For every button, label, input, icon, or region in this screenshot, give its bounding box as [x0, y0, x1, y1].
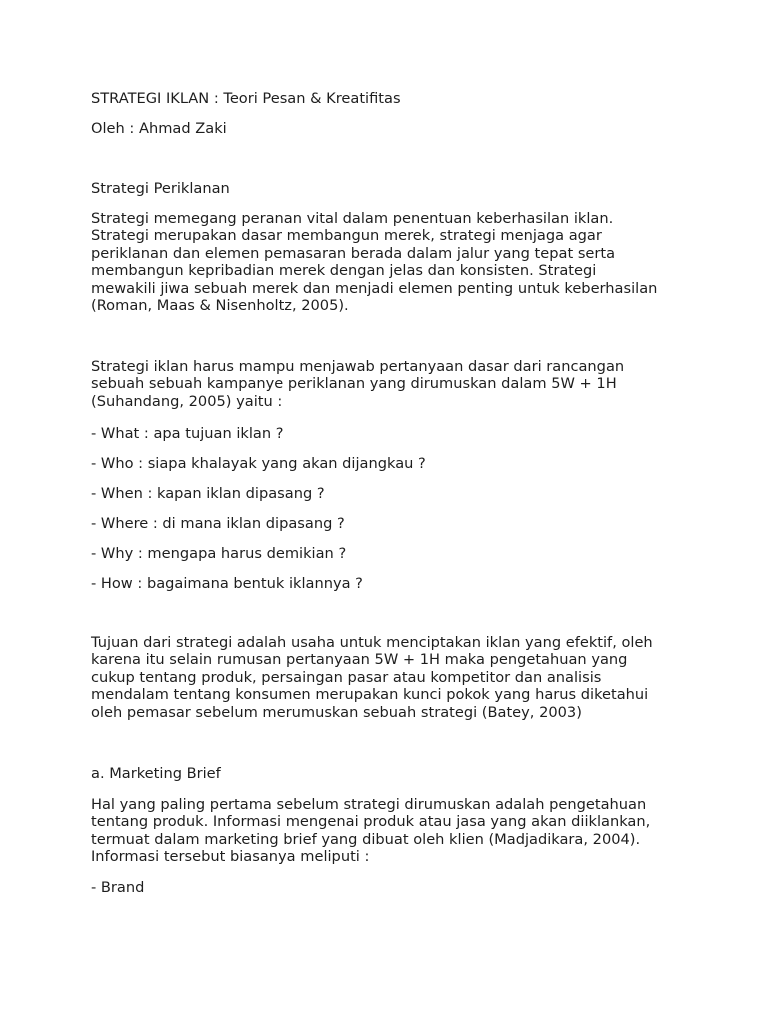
paragraph-strategi	[91, 210, 657, 314]
list-item-how: - How : bagaimana bentuk iklannya ?	[91, 575, 363, 592]
paragraph-5w1h-intro	[91, 358, 624, 410]
paragraph-line: mewakili jiwa sebuah merek dan menjadi elemen penting untuk keberhasilan	[91, 279, 658, 297]
paragraph-line: membangun kepribadian merek dengan jelas dan konsisten. Strategi	[91, 262, 597, 280]
paragraph-line: tentang produk. Informasi mengenai produk atau jasa yang akan diiklankan,	[91, 813, 651, 831]
paragraph-line: karena itu selain rumusan pertanyaan 5W + 1H maka pengetahuan yang	[91, 651, 628, 669]
paragraph-line: termuat dalam marketing brief yang dibuat oleh klien (Madjadikara, 2004).	[91, 830, 641, 848]
paragraph-line: Hal yang paling pertama sebelum strategi dirumuskan adalah pengetahuan	[91, 796, 647, 813]
paragraph-line: Tujuan dari strategi adalah usaha untuk menciptakan iklan yang efektif, oleh	[91, 634, 653, 651]
paragraph-line: periklanan dan elemen pemasaran berada dalam jalur yang tepat serta	[91, 244, 616, 262]
list-item-where: - Where : di mana iklan dipasang ?	[91, 515, 345, 532]
list-item-why: - Why : mengapa harus demikian ?	[91, 545, 347, 562]
list-item-brand: - Brand	[91, 879, 145, 896]
document-author: Oleh : Ahmad Zaki	[91, 120, 227, 137]
list-item-who: - Who : siapa khalayak yang akan dijangkau ?	[91, 455, 426, 472]
paragraph-line: Informasi tersebut biasanya meliputi :	[91, 848, 370, 866]
list-item-when: - When : kapan iklan dipasang ?	[91, 485, 325, 502]
paragraph-tujuan-strategi	[91, 634, 653, 721]
paragraph-line: sebuah sebuah kampanye periklanan yang dirumuskan dalam 5W + 1H	[91, 375, 617, 393]
document-title: STRATEGI IKLAN : Teori Pesan & Kreatifitas	[91, 90, 401, 107]
paragraph-line: (Suhandang, 2005) yaitu :	[91, 392, 283, 410]
paragraph-line: (Roman, Maas & Nisenholtz, 2005).	[91, 297, 349, 315]
paragraph-line: cukup tentang produk, persaingan pasar atau kompetitor dan analisis	[91, 668, 602, 686]
paragraph-line: Strategi memegang peranan vital dalam penentuan keberhasilan iklan.	[91, 210, 614, 227]
paragraph-line: mendalam tentang konsumen merupakan kunci pokok yang harus diketahui	[91, 686, 649, 704]
list-item-what: - What : apa tujuan iklan ?	[91, 425, 284, 442]
section-heading-strategi-periklanan: Strategi Periklanan	[91, 180, 230, 197]
paragraph-marketing-brief	[91, 796, 650, 866]
paragraph-line: Strategi merupakan dasar membangun merek, strategi menjaga agar	[91, 227, 602, 245]
section-heading-marketing-brief: a. Marketing Brief	[91, 765, 221, 782]
paragraph-line: oleh pemasar sebelum merumuskan sebuah strategi (Batey, 2003)	[91, 703, 582, 721]
paragraph-line: Strategi iklan harus mampu menjawab pertanyaan dasar dari rancangan	[91, 358, 625, 375]
